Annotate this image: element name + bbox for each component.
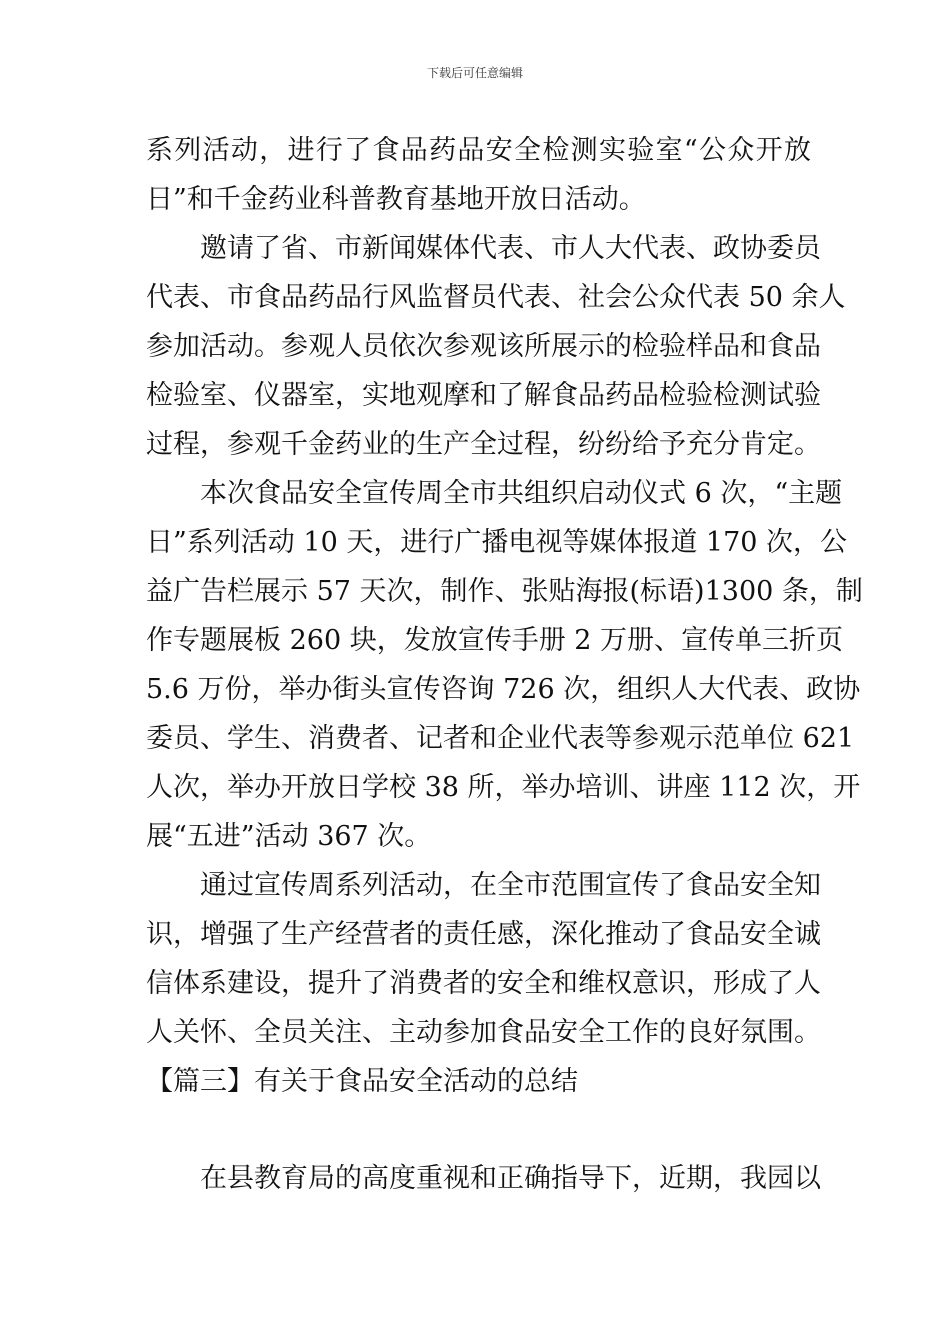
text-line: 在县教育局的高度重视和正确指导下，近期，我园以	[200, 1163, 821, 1194]
header-note: 下载后可任意编辑	[426, 66, 523, 80]
text-line: 日”系列活动 10 天，进行广播电视等媒体报道 170 次，公	[146, 527, 848, 558]
text-line: 人关怀、全员关注、主动参加食品安全工作的良好氛围。	[146, 1017, 821, 1048]
text-line: 代表、市食品药品行风监督员代表、社会公众代表 50 余人	[146, 282, 846, 313]
text-line: 展“五进”活动 367 次。	[146, 821, 432, 852]
text-line: 过程，参观千金药业的生产全过程，纷纷给予充分肯定。	[146, 429, 821, 460]
text-line: 委员、学生、消费者、记者和企业代表等参观示范单位 621	[146, 723, 855, 754]
text-line: 邀请了省、市新闻媒体代表、市人大代表、政协委员	[200, 233, 821, 264]
text-line: 益广告栏展示 57 天次，制作、张贴海报(标语)1300 条，制	[146, 576, 863, 607]
text-line: 系列活动，进行了食品药品安全检测实验室“公众开放	[146, 135, 811, 166]
text-line: 识，增强了生产经营者的责任感，深化推动了食品安全诚	[146, 919, 821, 950]
text-line: 参加活动。参观人员依次参观该所展示的检验样品和食品	[146, 331, 821, 362]
text-line: 信体系建设，提升了消费者的安全和维权意识，形成了人	[146, 968, 821, 999]
section-heading: 【篇三】有关于食品安全活动的总结	[146, 1066, 578, 1097]
text-line: 作专题展板 260 块，发放宣传手册 2 万册、宣传单三折页	[146, 625, 844, 656]
text-line: 检验室、仪器室，实地观摩和了解食品药品检验检测试验	[146, 380, 821, 411]
text-line: 通过宣传周系列活动，在全市范围宣传了食品安全知	[200, 870, 821, 901]
text-line: 人次，举办开放日学校 38 所，举办培训、讲座 112 次，开	[146, 772, 861, 803]
text-line: 本次食品安全宣传周全市共组织启动仪式 6 次，“主题	[200, 478, 843, 509]
text-line: 日”和千金药业科普教育基地开放日活动。	[146, 184, 646, 215]
text-line: 5.6 万份，举办街头宣传咨询 726 次，组织人大代表、政协	[146, 674, 861, 705]
